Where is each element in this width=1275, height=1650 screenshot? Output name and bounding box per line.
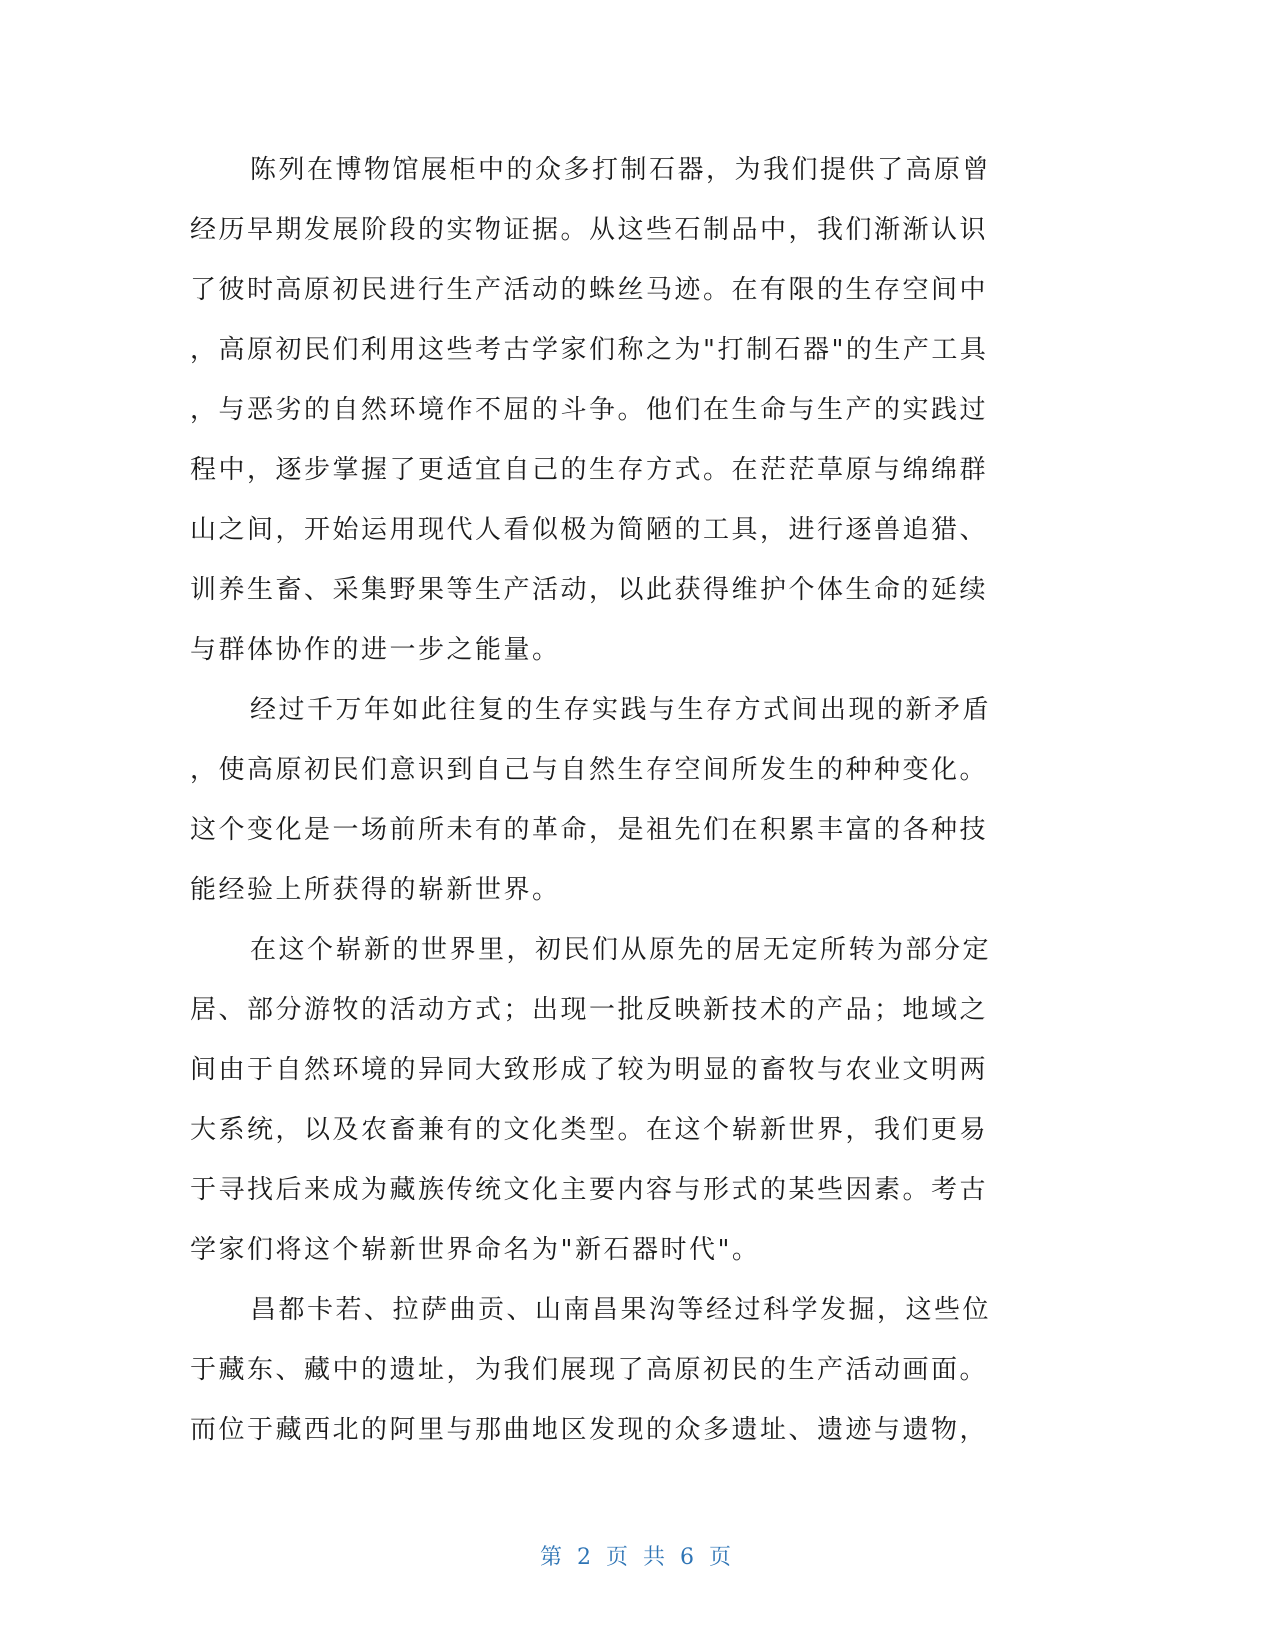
- text-line: 于藏东、藏中的遗址，为我们展现了高原初民的生产活动画面。: [190, 1355, 989, 1385]
- page-number-footer: 第 2 页 共 6 页: [540, 1545, 735, 1570]
- text-line: 在这个崭新的世界里，初民们从原先的居无定所转为部分定: [250, 935, 992, 965]
- text-line: ，高原初民们利用这些考古学家们称之为"打制石器"的生产工具: [190, 335, 989, 365]
- text-line: 而位于藏西北的阿里与那曲地区发现的众多遗址、遗迹与遗物，: [190, 1415, 989, 1445]
- text-line: 经历早期发展阶段的实物证据。从这些石制品中，我们渐渐认识: [190, 215, 989, 245]
- text-line: 陈列在博物馆展柜中的众多打制石器，为我们提供了高原曾: [250, 155, 992, 185]
- text-line: 程中，逐步掌握了更适宜自己的生存方式。在茫茫草原与绵绵群: [190, 455, 989, 485]
- text-line: 于寻找后来成为藏族传统文化主要内容与形式的某些因素。考古: [190, 1175, 989, 1205]
- paragraph: [190, 140, 1060, 680]
- text-line: 这个变化是一场前所未有的革命，是祖先们在积累丰富的各种技: [190, 815, 989, 845]
- text-line: ，使高原初民们意识到自己与自然生存空间所发生的种种变化。: [190, 755, 989, 785]
- text-line: 学家们将这个崭新世界命名为"新石器时代"。: [190, 1235, 761, 1265]
- text-line: 山之间，开始运用现代人看似极为简陋的工具，进行逐兽追猎、: [190, 515, 989, 545]
- text-line: 昌都卡若、拉萨曲贡、山南昌果沟等经过科学发掘，这些位: [250, 1295, 992, 1325]
- text-line: 居、部分游牧的活动方式；出现一批反映新技术的产品；地域之: [190, 995, 989, 1025]
- text-line: 训养生畜、采集野果等生产活动，以此获得维护个体生命的延续: [190, 575, 989, 605]
- text-line: 与群体协作的进一步之能量。: [190, 635, 561, 665]
- text-line: 间由于自然环境的异同大致形成了较为明显的畜牧与农业文明两: [190, 1055, 989, 1085]
- text-line: 经过千万年如此往复的生存实践与生存方式间出现的新矛盾: [250, 695, 992, 725]
- paragraph: [190, 680, 1060, 920]
- paragraph: [190, 920, 1060, 1280]
- text-line: 能经验上所获得的崭新世界。: [190, 875, 561, 905]
- text-line: 了彼时高原初民进行生产活动的蛛丝马迹。在有限的生存空间中: [190, 275, 989, 305]
- text-line: 大系统，以及农畜兼有的文化类型。在这个崭新世界，我们更易: [190, 1115, 989, 1145]
- paragraph: [190, 1280, 1060, 1460]
- page-body: [190, 140, 1060, 1460]
- text-line: ，与恶劣的自然环境作不屈的斗争。他们在生命与生产的实践过: [190, 395, 989, 425]
